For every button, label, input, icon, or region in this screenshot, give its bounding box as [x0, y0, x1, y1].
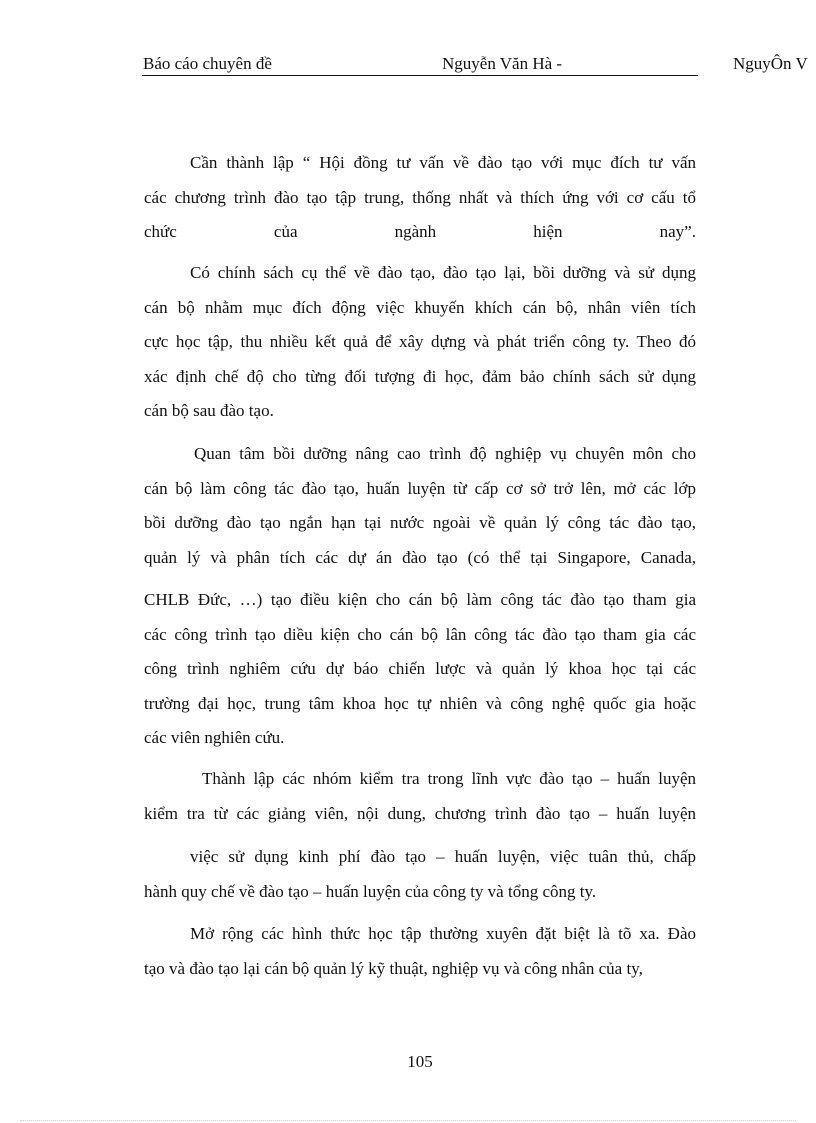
paragraph-4 [144, 762, 696, 831]
paragraph-line: bồi dưỡng đào tạo ngắn hạn tại nước ngoài về quản lý công tác đào tạo, [144, 513, 696, 532]
page-header [0, 50, 816, 78]
paragraph-line: Cần thành lập “ Hội đồng tư vấn về đào tạo với mục đích tư vấn [190, 153, 696, 172]
paragraph-line: hành quy chế về đào tạo – huấn luyện của công ty và tổng công ty. [144, 881, 597, 901]
paragraph-line: cán bộ làm công tác đào tạo, huấn luyện từ cấp cơ sở trở lên, mở các lớp [144, 478, 696, 498]
paragraph-1 [144, 146, 696, 250]
paragraph-3 [144, 437, 696, 575]
word: chức [144, 222, 177, 241]
header-author-truncated: NguyÔn V [733, 54, 808, 73]
word: của [273, 222, 298, 241]
paragraph-line: trường đại học, trung tâm khoa học tự nhiên và công nghệ quốc gia hoặc [144, 693, 696, 713]
word: hiện [533, 222, 563, 241]
paragraph-line: cán bộ sau đào tạo. [144, 401, 274, 420]
paragraph-line: cực học tập, thu nhiều kết quả để xây dựng và phát triển công ty. Theo đó [144, 332, 696, 351]
paragraph-3-continued [144, 583, 696, 756]
paragraph-line: Thành lập các nhóm kiểm tra trong lĩnh vực đào tạo – huấn luyện [202, 769, 696, 788]
header-report-title: Báo cáo chuyên đề [143, 54, 272, 73]
header-rule [142, 75, 698, 76]
paragraph-line: cán bộ nhằm mục đích động việc khuyến khích cán bộ, nhân viên tích [144, 297, 696, 317]
page-number: 105 [407, 1052, 433, 1071]
paragraph-line: CHLB Đức, …) tạo điều kiện cho cán bộ làm công tác đào tạo tham gia [144, 590, 696, 609]
paragraph-line: tạo và đào tạo lại cán bộ quản lý kỹ thuật, nghiệp vụ và công nhân của ty, [144, 958, 643, 978]
paragraph-line: các viên nghiên cứu. [144, 728, 285, 747]
page-bottom-rule [20, 1120, 796, 1121]
paragraph-6 [144, 917, 696, 986]
paragraph-line: công trình nghiêm cứu dự báo chiến lược và quản lý khoa học tại các [144, 659, 696, 678]
word: nay”. [659, 222, 696, 241]
paragraph-line: Mở rộng các hình thức học tập thường xuyên đặt biệt là tõ xa. Đào [190, 924, 696, 943]
paragraph-line: Quan tâm bồi dưỡng nâng cao trình độ nghiệp vụ chuyên môn cho [194, 444, 696, 463]
header-author: Nguyễn Văn Hà - [442, 54, 563, 73]
paragraph-5 [144, 840, 696, 909]
paragraph-line: các công trình tạo diều kiện cho cán bộ lân công tác đào tạo tham gia các [144, 624, 696, 644]
paragraph-line: xác định chế độ cho từng đối tượng đi học, đảm bảo chính sách sử dụng [144, 366, 696, 386]
paragraph-line: Có chính sách cụ thể về đào tạo, đào tạo lại, bồi dưỡng và sử dụng [190, 263, 696, 282]
paragraph-line: kiểm tra từ các giảng viên, nội dung, chương trình đào tạo – huấn luyện [144, 803, 696, 823]
paragraph-line-justified [144, 215, 696, 250]
word: ngành [394, 222, 437, 241]
paragraph-line: việc sử dụng kinh phí đào tạo – huấn luyện, việc tuân thủ, chấp [190, 847, 696, 866]
paragraph-2 [144, 256, 696, 429]
paragraph-line: quản lý và phân tích các dự án đào tạo (có thể tại Singapore, Canada, [144, 547, 696, 567]
paragraph-line: các chương trình đào tạo tập trung, thống nhất và thích ứng với cơ cấu tổ [144, 187, 696, 207]
